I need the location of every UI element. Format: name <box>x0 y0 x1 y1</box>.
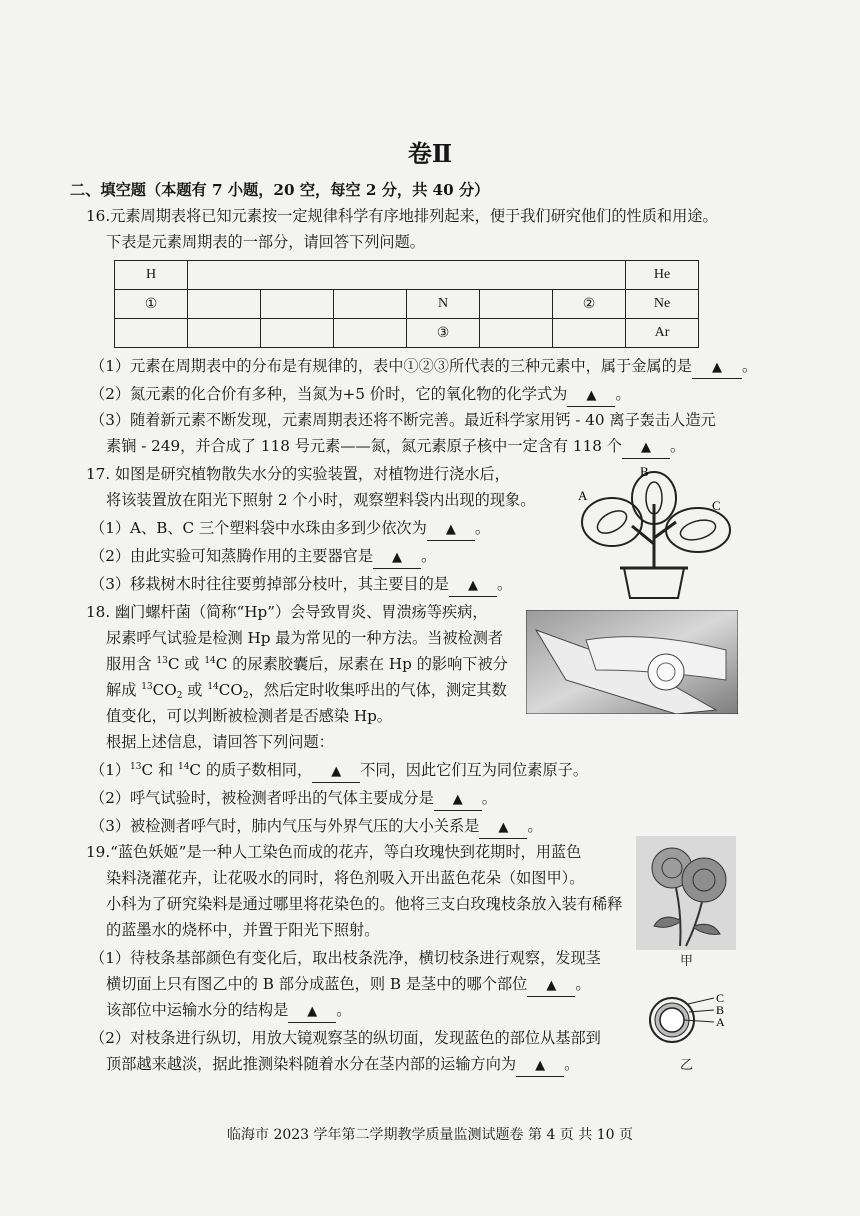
q18-stem-5: 值变化，可以判断被检测者是否感染 Hp。 <box>106 707 392 725</box>
label-c: C <box>712 498 721 513</box>
q18-sub2: （2）呼气试验时，被检测者呼出的气体主要成分是 ▲ 。 <box>90 788 497 811</box>
q19-stem-3: 小科为了研究染料是通过哪里将花染色的。他将三支白玫瑰枝条放入装有稀释 <box>106 895 623 913</box>
answer-blank[interactable]: ▲ <box>373 546 421 569</box>
stem-cross-section-yi <box>648 990 728 1054</box>
cell-ne: Ne <box>626 290 699 319</box>
q18-stem: 18. 幽门螺杆菌（简称“Hp”）会导致胃炎、胃溃疡等疾病， <box>86 603 488 621</box>
q18-stem-4: 解成 $^{13}CO_2$ 或 $^{14}CO_2$，然后定时收集呼出的气体，测定其数 <box>106 681 507 701</box>
page-footer: 临海市 2023 学年第二学期教学质量监测试题卷 第 4 页 共 10 页 <box>227 1127 633 1143</box>
cell-empty <box>334 290 407 319</box>
q19-sub2: （2）对枝条进行纵切，用放大镜观察茎的纵切面，发现蓝色的部位从基部到 <box>90 1029 601 1047</box>
figure-yi-label: 乙 <box>680 1058 694 1073</box>
answer-blank[interactable]: ▲ <box>622 436 670 459</box>
answer-blank[interactable]: ▲ <box>312 760 360 783</box>
answer-blank[interactable]: ▲ <box>527 974 575 997</box>
figure-jia-label: 甲 <box>680 954 694 969</box>
q19-sub1-cont-2: 该部位中运输水分的结构是 ▲ 。 <box>106 1000 351 1023</box>
cell-empty <box>188 319 261 348</box>
cell-empty <box>261 319 334 348</box>
cell-empty <box>553 319 626 348</box>
cell-ar: Ar <box>626 319 699 348</box>
answer-blank[interactable]: ▲ <box>692 356 742 379</box>
answer-blank[interactable]: ▲ <box>434 788 482 811</box>
q17-stem: 17. 如图是研究植物散失水分的实验装置，对植物进行浇水后， <box>86 465 510 483</box>
q18-stem-3: 服用含 $^{13}$C 或 $^{14}$C 的尿素胶囊后，尿素在 Hp 的影响下被分 <box>106 655 508 673</box>
q18-stem-6: 根据上述信息，请回答下列问题： <box>106 733 334 751</box>
q17-sub2: （2）由此实验可知蒸腾作用的主要器官是 ▲ 。 <box>90 546 436 569</box>
cell-he: He <box>626 261 699 290</box>
cell-empty <box>480 319 553 348</box>
q16-stem: 16.元素周期表将已知元素按一定规律科学有序地排列起来，便于我们研究他们的性质和用途。 <box>86 207 718 225</box>
label-b: B <box>640 464 649 479</box>
cell-3: ③ <box>407 319 480 348</box>
cell-n: N <box>407 290 480 319</box>
ring-label-a: A <box>716 1015 725 1029</box>
cell-h: H <box>115 261 188 290</box>
cell-2: ② <box>553 290 626 319</box>
answer-blank[interactable]: ▲ <box>427 518 475 541</box>
q16-sub3-cont: 素锎 - 249，并合成了 118 号元素——氮，氮元素原子核中一定含有 118 个 ▲ 。 <box>106 436 685 459</box>
plant-bag-figure <box>572 464 742 604</box>
q16-sub2: （2）氮元素的化合价有多种，当氮为+5 价时，它的氧化物的化学式为 ▲ 。 <box>90 384 631 407</box>
ring-label-b: B <box>716 1003 725 1017</box>
ring-label-c: C <box>716 991 725 1005</box>
answer-blank[interactable]: ▲ <box>516 1054 564 1077</box>
cell-empty <box>115 319 188 348</box>
q19-sub2-cont: 顶部越来越淡，据此推测染料随着水分在茎内部的运输方向为 ▲ 。 <box>106 1054 579 1077</box>
q16-stem-2: 下表是元素周期表的一部分，请回答下列问题。 <box>106 233 425 251</box>
q19-sub1-cont: 横切面上只有图乙中的 B 部分成蓝色，则 B 是茎中的哪个部位 ▲ 。 <box>106 974 591 997</box>
q16-sub3: （3）随着新元素不断发现，元素周期表还将不断完善。最近科学家用钙 - 40 离子轰击人造元 <box>90 411 716 429</box>
answer-blank[interactable]: ▲ <box>288 1000 336 1023</box>
label-a: A <box>578 488 588 503</box>
q18-stem-2: 尿素呼气试验是检测 Hp 最为常见的一种方法。当被检测者 <box>106 629 504 647</box>
q17-stem-2: 将该装置放在阳光下照射 2 个小时，观察塑料袋内出现的现象。 <box>106 491 536 509</box>
q19-stem: 19.“蓝色妖姬”是一种人工染色而成的花卉，等白玫瑰快到花期时，用蓝色 <box>86 843 582 861</box>
q19-sub1: （1）待枝条基部颜色有变化后，取出枝条洗净，横切枝条进行观察，发现茎 <box>90 949 601 967</box>
page-title: 卷Ⅱ <box>407 139 453 168</box>
rose-photo-jia <box>636 836 736 950</box>
answer-blank[interactable]: ▲ <box>567 384 615 407</box>
cell-empty <box>334 319 407 348</box>
cell-empty <box>480 290 553 319</box>
q19-stem-2: 染料浇灌花卉，让花吸水的同时，将色剂吸入开出蓝色花朵（如图甲）。 <box>106 869 585 887</box>
q17-sub3: （3）移栽树木时往往要剪掉部分枝叶，其主要目的是 ▲ 。 <box>90 574 512 597</box>
breath-test-photo <box>526 610 738 714</box>
q17-sub1: （1）A、B、C 三个塑料袋中水珠由多到少依次为 ▲ 。 <box>90 518 490 541</box>
q18-sub1: $(1)^{13}C$ 和 $^{14}$C 的质子数相同， ▲ 不同，因此它们互为同位素原子。 <box>90 760 588 783</box>
section-heading: 二、填空题（本题有 7 小题，20 空，每空 2 分，共 40 分） <box>70 181 490 199</box>
cell-empty <box>188 290 261 319</box>
periodic-table-fragment <box>114 260 699 348</box>
cell-empty-gap <box>188 261 626 290</box>
q19-stem-4: 的蓝墨水的烧杯中，并置于阳光下照射。 <box>106 921 380 939</box>
answer-blank[interactable]: ▲ <box>479 816 527 839</box>
cell-1: ① <box>115 290 188 319</box>
q16-sub1: （1）元素在周期表中的分布是有规律的，表中①②③所代表的三种元素中，属于金属的是 ▲ 。 <box>90 356 757 379</box>
q18-sub3: （3）被检测者呼气时，肺内气压与外界气压的大小关系是 ▲ 。 <box>90 816 543 839</box>
answer-blank[interactable]: ▲ <box>449 574 497 597</box>
cell-empty <box>261 290 334 319</box>
